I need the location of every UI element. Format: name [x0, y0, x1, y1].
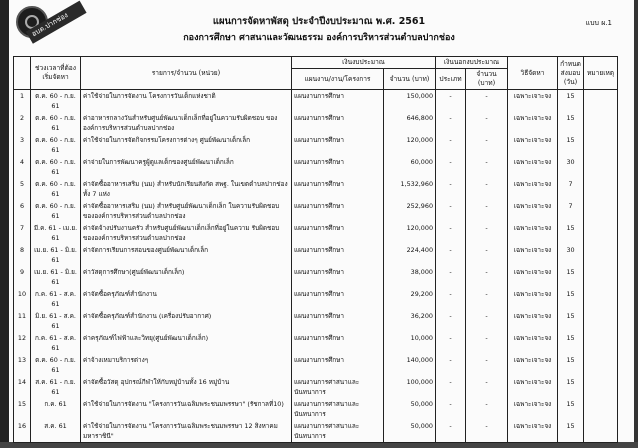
row-method: เฉพาะเจาะจง	[508, 244, 558, 266]
row-nb-amount: -	[466, 222, 508, 244]
row-nb-type: -	[436, 398, 466, 420]
row-remark	[584, 156, 618, 178]
row-method: เฉพาะเจาะจง	[508, 112, 558, 134]
table-row	[14, 156, 618, 178]
row-number: 10	[14, 288, 31, 310]
table-row	[14, 112, 618, 134]
header-deadline: กำหนดส่งมอบ (วัน)	[558, 57, 584, 90]
row-nb-type: -	[436, 376, 466, 398]
row-nb-amount: -	[466, 134, 508, 156]
row-item: ค่าจัดซื้ออาหารเสริม (นม) สำหรับศูนย์พัฒนาเด็กเล็ก ในความรับผิดชอบขององค์การบริหารส่วนตำบลปากช่อง	[81, 200, 292, 222]
row-item: ค่าจัดซื้อครุภัณฑ์สำนักงาน (เครื่องปรับอากาศ)	[81, 310, 292, 332]
procurement-table	[13, 56, 618, 443]
header-plan: แผนงาน/งาน/โครงการ	[292, 69, 384, 90]
table-row	[14, 288, 618, 310]
row-method: เฉพาะเจาะจง	[508, 156, 558, 178]
row-plan: แผนงานการศึกษา	[292, 90, 384, 113]
row-amount: 150,000	[384, 90, 436, 113]
table-row	[14, 244, 618, 266]
row-period: ต.ค. 60 - ก.ย. 61	[31, 156, 81, 178]
row-amount: 120,000	[384, 222, 436, 244]
row-remark	[584, 332, 618, 354]
table-row	[14, 354, 618, 376]
document-subtitle: กองการศึกษา ศาสนาและวัฒนธรรม องค์การบริหารส่วนตำบลปากช่อง	[183, 33, 455, 43]
row-period: ต.ค. 60 - ก.ย. 61	[31, 354, 81, 376]
header-nb-type: ประเภท	[436, 69, 466, 90]
row-plan: แผนงานการศาสนาและนันทนาการ	[292, 398, 384, 420]
row-method: เฉพาะเจาะจง	[508, 288, 558, 310]
row-item: ค่าจัดการเรียนการสอนของศูนย์พัฒนาเด็กเล็ก	[81, 244, 292, 266]
row-period: ต.ค. 60 - ก.ย. 61	[31, 90, 81, 113]
row-period: เม.ย. 61 - มิ.ย. 61	[31, 266, 81, 288]
table-row	[14, 332, 618, 354]
row-method: เฉพาะเจาะจง	[508, 376, 558, 398]
row-item: ค่าจัดซื้ออาหารเสริม (นม) สำหรับนักเรียนสังกัด สพฐ. ในเขตตำบลปากช่อง ทั้ง 7 แห่ง	[81, 178, 292, 200]
row-item: ค่าอาหารกลางวันสำหรับศูนย์พัฒนาเด็กเล็กที่อยู่ในความรับผิดชอบ ขององค์การบริหารส่วนตำบลปากช่อง	[81, 112, 292, 134]
row-amount: 1,532,960	[384, 178, 436, 200]
row-plan: แผนงานการศึกษา	[292, 178, 384, 200]
row-amount: 50,000	[384, 420, 436, 443]
row-period: ส.ค. 61 - ก.ย. 61	[31, 376, 81, 398]
row-deadline: 15	[558, 222, 584, 244]
row-method: เฉพาะเจาะจง	[508, 222, 558, 244]
row-deadline: 15	[558, 112, 584, 134]
row-number: 2	[14, 112, 31, 134]
table-row	[14, 134, 618, 156]
row-item: ค่าใช้จ่ายในการจัดกิจกรรมโครงการต่างๆ ศูนย์พัฒนาเด็กเล็ก	[81, 134, 292, 156]
row-nb-amount: -	[466, 244, 508, 266]
header-budget-group: เงินงบประมาณ	[292, 57, 436, 69]
row-amount: 60,000	[384, 156, 436, 178]
row-plan: แผนงานการศึกษา	[292, 310, 384, 332]
table-row	[14, 178, 618, 200]
row-remark	[584, 200, 618, 222]
row-item: ค่าครุภัณฑ์ไฟฟ้าและวิทยุ(ศูนย์พัฒนาเด็กเล็ก)	[81, 332, 292, 354]
row-nb-type: -	[436, 266, 466, 288]
row-nb-type: -	[436, 244, 466, 266]
header-no	[14, 57, 31, 90]
row-period: เม.ย. 61 - มิ.ย. 61	[31, 244, 81, 266]
row-method: เฉพาะเจาะจง	[508, 332, 558, 354]
row-deadline: 15	[558, 376, 584, 398]
row-deadline: 15	[558, 420, 584, 443]
row-deadline: 30	[558, 244, 584, 266]
row-number: 6	[14, 200, 31, 222]
row-nb-type: -	[436, 420, 466, 443]
row-plan: แผนงานการศึกษา	[292, 222, 384, 244]
row-deadline: 7	[558, 178, 584, 200]
row-amount: 29,200	[384, 288, 436, 310]
row-plan: แผนงานการศึกษา	[292, 354, 384, 376]
header-nonbudget-group: เงินนอกงบประมาณ	[436, 57, 508, 69]
row-number: 13	[14, 354, 31, 376]
row-nb-type: -	[436, 134, 466, 156]
header-amount: จำนวน (บาท)	[384, 69, 436, 90]
row-plan: แผนงานการศึกษา	[292, 266, 384, 288]
document-title: แผนการจัดหาพัสดุ ประจำปีงบประมาณ พ.ศ. 2561	[212, 16, 426, 27]
row-deadline: 7	[558, 200, 584, 222]
row-method: เฉพาะเจาะจง	[508, 354, 558, 376]
row-period: ต.ค. 60 - ก.ย. 61	[31, 178, 81, 200]
row-remark	[584, 420, 618, 443]
row-number: 8	[14, 244, 31, 266]
row-method: เฉพาะเจาะจง	[508, 200, 558, 222]
table-row	[14, 90, 618, 113]
row-deadline: 15	[558, 266, 584, 288]
table-row	[14, 222, 618, 244]
row-remark	[584, 112, 618, 134]
watermark-text: อบต.ปากช่อง	[30, 11, 70, 39]
row-method: เฉพาะเจาะจง	[508, 420, 558, 443]
header-remark: หมายเหตุ	[584, 57, 618, 90]
row-remark	[584, 266, 618, 288]
row-item: ค่าจัดซื้อครุภัณฑ์สำนักงาน	[81, 288, 292, 310]
scan-edge-right	[634, 0, 638, 448]
row-remark	[584, 134, 618, 156]
row-item: ค่าจัดซื้อวัสดุ อุปกรณ์กีฬาให้กับหมู่บ้านทั้ง 16 หมู่บ้าน	[81, 376, 292, 398]
row-amount: 252,960	[384, 200, 436, 222]
row-nb-type: -	[436, 200, 466, 222]
row-period: ส.ค. 61	[31, 420, 81, 443]
table-row	[14, 398, 618, 420]
row-plan: แผนงานการศึกษา	[292, 244, 384, 266]
row-number: 4	[14, 156, 31, 178]
row-item: ค่าใช้จ่ายในการจัดงาน โครงการวันเด็กแห่งชาติ	[81, 90, 292, 113]
row-nb-amount: -	[466, 112, 508, 134]
row-deadline: 15	[558, 288, 584, 310]
row-nb-amount: -	[466, 156, 508, 178]
row-plan: แผนงานการศาสนาและนันทนาการ	[292, 420, 384, 443]
row-number: 11	[14, 310, 31, 332]
row-nb-amount: -	[466, 354, 508, 376]
row-period: ก.ค. 61 - ส.ค. 61	[31, 332, 81, 354]
row-deadline: 15	[558, 332, 584, 354]
row-amount: 38,000	[384, 266, 436, 288]
row-item: ค่าจัดจ้างปรับงานครัว สำหรับศูนย์พัฒนาเด็กเล็กที่อยู่ในความ รับผิดชอบขององค์การบริหารส่วนตำบลปากช่อง	[81, 222, 292, 244]
header-method: วิธีจัดหา	[508, 57, 558, 90]
row-nb-amount: -	[466, 420, 508, 443]
table-body	[14, 90, 618, 443]
table-row	[14, 376, 618, 398]
row-nb-type: -	[436, 354, 466, 376]
row-nb-amount: -	[466, 90, 508, 113]
row-plan: แผนงานการศาสนาและนันทนาการ	[292, 376, 384, 398]
row-amount: 224,400	[384, 244, 436, 266]
row-amount: 100,000	[384, 376, 436, 398]
row-item: ค่าใช้จ่ายในการจัดงาน "โครงการวันเฉลิมพระชนมพรรษา 12 สิงหาคมมหาราชินี"	[81, 420, 292, 443]
row-method: เฉพาะเจาะจง	[508, 178, 558, 200]
row-method: เฉพาะเจาะจง	[508, 134, 558, 156]
row-item: ค่าจ่ายในการพัฒนาครูผู้ดูแลเด็กของศูนย์พัฒนาเด็กเล็ก	[81, 156, 292, 178]
row-deadline: 30	[558, 156, 584, 178]
row-plan: แผนงานการศึกษา	[292, 156, 384, 178]
row-nb-amount: -	[466, 376, 508, 398]
row-amount: 50,000	[384, 398, 436, 420]
row-amount: 120,000	[384, 134, 436, 156]
row-period: มิ.ย. 61 - ส.ค. 61	[31, 310, 81, 332]
row-nb-amount: -	[466, 200, 508, 222]
row-plan: แผนงานการศึกษา	[292, 288, 384, 310]
row-remark	[584, 354, 618, 376]
row-amount: 140,000	[384, 354, 436, 376]
form-code: แบบ ผ.1	[585, 19, 612, 27]
row-nb-type: -	[436, 332, 466, 354]
table-row	[14, 310, 618, 332]
row-nb-amount: -	[466, 288, 508, 310]
row-deadline: 15	[558, 90, 584, 113]
row-remark	[584, 398, 618, 420]
row-number: 3	[14, 134, 31, 156]
row-plan: แผนงานการศึกษา	[292, 112, 384, 134]
row-item: ค่าวัสดุการศึกษา(ศูนย์พัฒนาเด็กเล็ก)	[81, 266, 292, 288]
row-deadline: 15	[558, 310, 584, 332]
row-deadline: 15	[558, 354, 584, 376]
row-remark	[584, 244, 618, 266]
row-nb-type: -	[436, 178, 466, 200]
row-amount: 36,200	[384, 310, 436, 332]
row-number: 9	[14, 266, 31, 288]
row-nb-amount: -	[466, 398, 508, 420]
row-method: เฉพาะเจาะจง	[508, 90, 558, 113]
row-amount: 646,800	[384, 112, 436, 134]
row-nb-amount: -	[466, 310, 508, 332]
row-period: ต.ค. 60 - ก.ย. 61	[31, 112, 81, 134]
row-period: ต.ค. 60 - ก.ย. 61	[31, 200, 81, 222]
row-nb-type: -	[436, 288, 466, 310]
row-remark	[584, 376, 618, 398]
row-number: 16	[14, 420, 31, 443]
row-plan: แผนงานการศึกษา	[292, 332, 384, 354]
row-deadline: 15	[558, 134, 584, 156]
header-nb-amount: จำนวน (บาท)	[466, 69, 508, 90]
table-row	[14, 420, 618, 443]
row-number: 1	[14, 90, 31, 113]
scan-edge-left	[0, 0, 9, 448]
row-nb-amount: -	[466, 178, 508, 200]
row-remark	[584, 178, 618, 200]
row-number: 7	[14, 222, 31, 244]
row-number: 15	[14, 398, 31, 420]
row-deadline: 15	[558, 398, 584, 420]
row-period: ต.ค. 60 - ก.ย. 61	[31, 134, 81, 156]
row-nb-type: -	[436, 112, 466, 134]
header-period: ช่วงเวลาที่ต้องเริ่มจัดหา	[31, 57, 81, 90]
row-period: ก.ค. 61	[31, 398, 81, 420]
row-number: 12	[14, 332, 31, 354]
row-method: เฉพาะเจาะจง	[508, 266, 558, 288]
row-method: เฉพาะเจาะจง	[508, 398, 558, 420]
row-amount: 10,000	[384, 332, 436, 354]
row-number: 14	[14, 376, 31, 398]
table-row	[14, 266, 618, 288]
table-row	[14, 200, 618, 222]
table-header	[14, 57, 618, 90]
row-period: ก.ค. 61 - ส.ค. 61	[31, 288, 81, 310]
row-plan: แผนงานการศึกษา	[292, 134, 384, 156]
row-nb-amount: -	[466, 266, 508, 288]
row-remark	[584, 288, 618, 310]
row-nb-type: -	[436, 222, 466, 244]
row-item: ค่าใช้จ่ายในการจัดงาน "โครงการวันเฉลิมพระชนมพรรษา" (รัชกาลที่10)	[81, 398, 292, 420]
row-method: เฉพาะเจาะจง	[508, 310, 558, 332]
row-plan: แผนงานการศึกษา	[292, 200, 384, 222]
row-item: ค่าจ้างเหมาบริการต่างๆ	[81, 354, 292, 376]
row-nb-type: -	[436, 90, 466, 113]
row-remark	[584, 310, 618, 332]
row-remark	[584, 222, 618, 244]
row-nb-type: -	[436, 156, 466, 178]
row-remark	[584, 90, 618, 113]
row-nb-type: -	[436, 310, 466, 332]
row-nb-amount: -	[466, 332, 508, 354]
header-item: รายการ/จำนวน (หน่วย)	[81, 57, 292, 90]
row-number: 5	[14, 178, 31, 200]
row-period: มี.ค. 61 - เม.ย. 61	[31, 222, 81, 244]
